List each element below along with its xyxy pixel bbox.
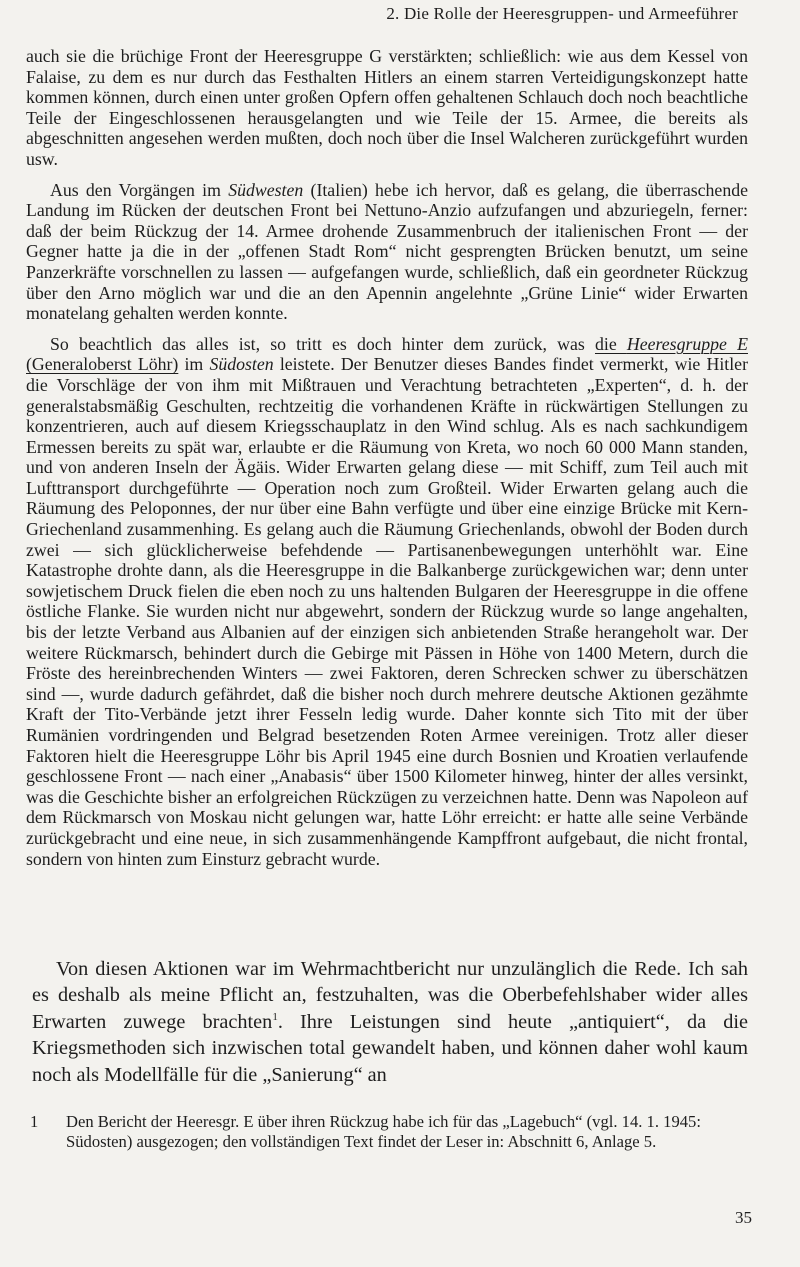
footnote-text: Den Bericht der Heeresgr. E über ihren Rückzug habe ich für das „Lagebuch“ (vgl. 14. 1. 1945: Südosten) ausgezogen; den vollständigen Text findet der Leser in: Abschnitt 6, Anlage 5. xyxy=(66,1112,701,1151)
paragraph-3-text-b: im xyxy=(178,354,210,375)
paragraph-3-text-a: So beachtlich das alles ist, so tritt es doch hinter dem zurück, was xyxy=(50,333,595,354)
paragraph-4-text-a: Von diesen Aktionen war im Wehrmachtbericht nur unzulänglich die Rede. Ich sah es deshalb als meine Pflicht an, festzuhalten, was die Oberbefehlshaber wider alles Erwarten zuwege brachten xyxy=(32,958,748,1033)
footnote-reference[interactable]: 1 xyxy=(272,1011,278,1024)
generaloberst-loehr: (Generaloberst Löhr) xyxy=(26,354,179,375)
running-head: 2. Die Rolle der Heeresgruppen- und Armeeführer xyxy=(386,4,738,23)
paragraph-4-text-b: . Ihre Leistungen sind heute „antiquiert“, da die Kriegsmethoden sich inzwischen total gewandelt haben, und können daher wohl kaum noch als Modellfälle für die „Sanierung“ an xyxy=(32,1010,748,1086)
paragraph-3 xyxy=(26,334,748,869)
paragraph-2-text-a: Aus den Vorgängen im xyxy=(50,179,229,200)
page-number: 35 xyxy=(735,1208,752,1227)
paragraph-2-text-b: (Italien) hebe ich hervor, daß es gelang, die überraschende Landung im Rücken der deutschen Front bei Nettuno-Anzio aufzufangen und abzuriegeln, ferner: daß der beim Rückzug der 14. Armee drohende Zusammenbruch der italienischen Front — der Gegner hatte ja die in der „offenen Stadt Rom“ nicht gesprengten Brücken benutzt, um seine Panzerkräfte vorschnellen zu lassen — aufgefangen wurde, schließlich, daß ein geordneter Rückzug über den Arno möglich war und die an den Apennin angelehnte „Grüne Linie“ wider Erwarten monatelang gehalten werden konnte. xyxy=(26,179,748,324)
closing-text xyxy=(32,956,748,1088)
footnote xyxy=(30,1112,750,1152)
main-text xyxy=(26,46,748,869)
suedwesten-emphasis: Südwesten xyxy=(228,179,304,200)
paragraph-2 xyxy=(26,180,748,324)
paragraph-3-text-c: leistete. Der Benutzer dieses Bandes findet vermerkt, wie Hitler die Vorschläge der von ihm mit Mißtrauen und Verachtung betrachteten „Experten“, d. h. der generalstabsmäßig Geschulten, rechtzeitig die vorhandenen Kräfte in rückwärtigen Stellungen zu konzentrieren, auch auf diesem Kriegsschauplatz in den Wind schlug. Als es nach sachkundigem Ermessen bereits zu spät war, erlaubte er die Räumung von Kreta, wo noch 60 000 Mann standen, und von anderen Inseln der Ägäis. Wider Erwarten gelang diese — mit Schiff, zum Teil auch mit Lufttransport durchgeführte — Operation noch zum Großteil. Wider Erwarten gelang auch die Räumung des Peloponnes, der nur über eine Bahn verfügte und über eine einzige Brücke mit Kern-Griechenland zusammenhing. Es gelang auch die Räumung Griechenlands, obwohl der Boden durch zwei — sich glücklicherweise befehdende — Partisanenbewegungen unterhöhlt war. Eine Katastrophe drohte dann, als die Heeresgruppe in die Balkanberge zurückgewichen war; denn unter sowjetischem Druck fielen die eben noch zu uns haltenden Bulgaren der Heeresgruppe in die offene östliche Flanke. Sie wurden nicht nur abgewehrt, sondern der Rückzug wurde so lange angehalten, bis der letzte Verband aus Albanien auf der einzigen sich anbietenden Straße herangeholt war. Der weitere Rückmarsch, behindert durch die Gebirge mit Pässen in Höhe von 1400 Metern, durch die Fröste des hereinbrechenden Winters — zwei Faktoren, deren Schrecken schwer zu überschätzen sind —, wurde dadurch gefährdet, daß die bisher noch durch mehrere deutsche Aktionen gezähmte Kraft der Tito-Verbände jetzt ihrer Fesseln ledig wurde. Daher konnte sich Tito mit der über Rumänien vordringenden und Belgrad besetzenden Roten Armee vereinigen. Trotz aller dieser Faktoren hielt die Heeresgruppe Löhr bis April 1945 eine durch Bosnien und Kroatien verlaufende geschlossene Front — nach einer „Anabasis“ über 1500 Kilometer hinweg, hinter der alles versinkt, was die Geschichte bisher an erfolgreichen Rückzügen zu verzeichnen hatte. Denn was Napoleon auf dem Rückmarsch von Moskau nicht gelungen war, hatte Löhr erreicht: er hatte alle seine Verbände zurückgebracht und eine neue, in sich zusammenhängende Kampffront aufgebaut, die nicht frontal, sondern von hinten zum Einsturz gebracht wurde. xyxy=(26,354,748,869)
suedosten-emphasis: Südosten xyxy=(209,354,274,375)
heeresgruppe-e-emphasis: Heeresgruppe E xyxy=(626,333,748,354)
paragraph-4 xyxy=(32,956,748,1088)
underlined-article: die xyxy=(594,333,627,354)
footnote-number: 1 xyxy=(30,1112,39,1131)
paragraph-1: auch sie die brüchige Front der Heeresgruppe G verstärkten; schließlich: wie aus dem Kessel von Falaise, zu dem es nur durch das Festhalten Hitlers an einem starren Verteidigungskonzept hatte kommen können, durch einen unter großen Opfern offen gehaltenen Schlauch doch noch beachtliche Teile der Eingeschlossenen herausgelangten und wie Teile der 15. Armee, die bereits als abgeschnitten angesehen werden mußten, doch noch über die Insel Walcheren zurückgeführt wurden usw. xyxy=(26,46,748,169)
